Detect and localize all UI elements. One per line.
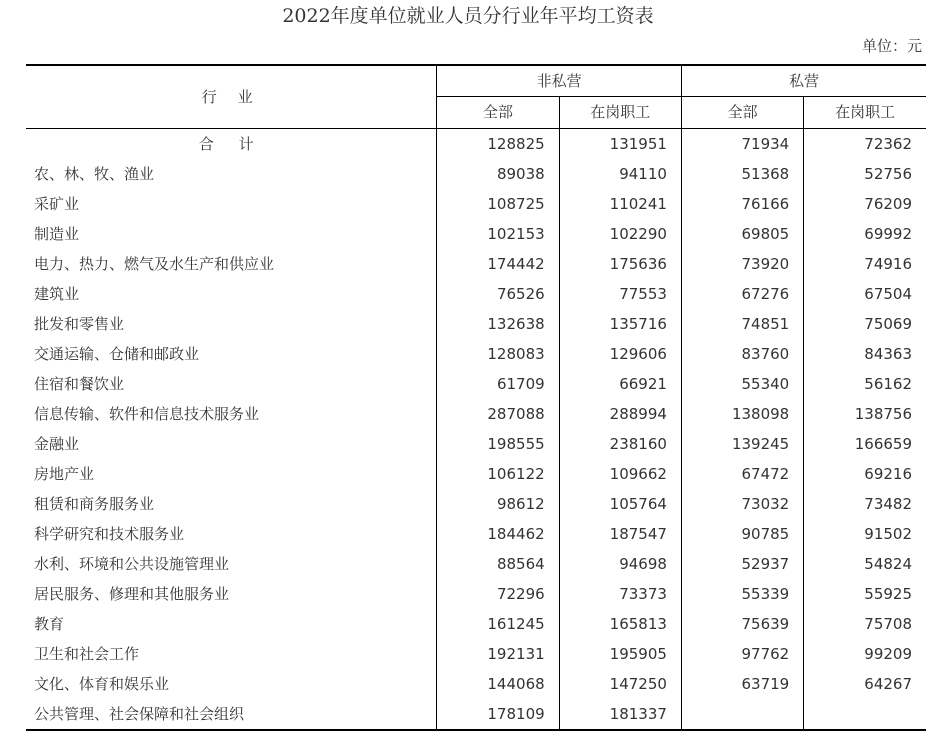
industry-name-cell: 卫生和社会工作 [34, 645, 140, 663]
private-all-cell: 139245 [681, 429, 803, 459]
private-group-header: 私营 [681, 65, 926, 97]
industry-name-cell: 金融业 [34, 435, 80, 453]
table-row [26, 579, 926, 609]
industry-name-cell: 房地产业 [34, 465, 95, 483]
non-private-on-post-cell: 187547 [559, 519, 681, 549]
table-row [26, 519, 926, 549]
table-row [26, 159, 926, 189]
private-on-post-cell: 73482 [804, 489, 926, 519]
industry-name-cell: 批发和零售业 [34, 315, 125, 333]
non-private-on-post-cell: 105764 [559, 489, 681, 519]
industry-column-header: 行 业 [26, 65, 437, 129]
private-on-post-cell: 54824 [804, 549, 926, 579]
private-on-post-cell: 75708 [804, 609, 926, 639]
private-all-cell: 138098 [681, 399, 803, 429]
private-all-cell: 51368 [681, 159, 803, 189]
private-all-cell: 73920 [681, 249, 803, 279]
private-all-cell: 67472 [681, 459, 803, 489]
table-row [26, 189, 926, 219]
non-private-all-cell: 72296 [437, 579, 559, 609]
private-on-post-cell: 74916 [804, 249, 926, 279]
wage-table [26, 64, 926, 731]
table-header [26, 65, 926, 129]
table-row [26, 309, 926, 339]
non-private-on-post-cell: 73373 [559, 579, 681, 609]
industry-name-cell: 教育 [34, 615, 65, 633]
unit-label: 单位：元 [861, 37, 922, 55]
non-private-on-post-cell: 102290 [559, 219, 681, 249]
non-private-group-header: 非私营 [437, 65, 682, 97]
non-private-all-cell: 108725 [437, 189, 559, 219]
non-private-on-post-cell: 195905 [559, 639, 681, 669]
private-all-cell: 55339 [681, 579, 803, 609]
private-all-header: 全部 [681, 97, 803, 129]
non-private-all-cell: 102153 [437, 219, 559, 249]
non-private-on-post-cell: 66921 [559, 369, 681, 399]
private-all-cell: 73032 [681, 489, 803, 519]
industry-name-cell: 电力、热力、燃气及水生产和供应业 [34, 255, 275, 273]
non-private-all-cell: 76526 [437, 279, 559, 309]
non-private-on-post-cell: 77553 [559, 279, 681, 309]
industry-name-cell: 水利、环境和公共设施管理业 [34, 555, 230, 573]
private-on-post-cell: 72362 [804, 129, 926, 160]
non-private-on-post-cell: 238160 [559, 429, 681, 459]
non-private-on-post-cell: 181337 [559, 699, 681, 730]
private-on-post-cell [804, 699, 926, 730]
non-private-on-post-cell: 94110 [559, 159, 681, 189]
industry-name-cell: 制造业 [34, 225, 80, 243]
non-private-on-post-cell: 94698 [559, 549, 681, 579]
industry-name-cell: 交通运输、仓储和邮政业 [34, 345, 200, 363]
industry-name-cell: 信息传输、软件和信息技术服务业 [34, 405, 260, 423]
non-private-on-post-cell: 288994 [559, 399, 681, 429]
non-private-all-cell: 144068 [437, 669, 559, 699]
total-row [26, 129, 926, 160]
private-all-cell: 67276 [681, 279, 803, 309]
private-all-cell [681, 699, 803, 730]
table-row [26, 399, 926, 429]
private-all-cell: 75639 [681, 609, 803, 639]
table-row [26, 339, 926, 369]
table-row [26, 429, 926, 459]
table-row [26, 639, 926, 669]
private-on-post-cell: 91502 [804, 519, 926, 549]
non-private-on-post-cell: 165813 [559, 609, 681, 639]
table-row [26, 609, 926, 639]
table-body [26, 129, 926, 731]
private-all-cell: 83760 [681, 339, 803, 369]
private-all-cell: 55340 [681, 369, 803, 399]
private-all-cell: 90785 [681, 519, 803, 549]
private-on-post-header: 在岗职工 [804, 97, 926, 129]
non-private-on-post-cell: 131951 [559, 129, 681, 160]
industry-name-cell: 农、林、牧、渔业 [34, 165, 155, 183]
non-private-all-header: 全部 [437, 97, 559, 129]
industry-name-cell: 科学研究和技术服务业 [34, 525, 185, 543]
table-row [26, 369, 926, 399]
non-private-all-cell: 98612 [437, 489, 559, 519]
industry-name-cell: 公共管理、社会保障和社会组织 [26, 699, 437, 730]
table-row [26, 249, 926, 279]
table-row [26, 219, 926, 249]
private-all-cell: 97762 [681, 639, 803, 669]
industry-name-cell: 建筑业 [34, 285, 80, 303]
non-private-on-post-cell: 147250 [559, 669, 681, 699]
private-all-cell: 52937 [681, 549, 803, 579]
table-row [26, 459, 926, 489]
private-all-cell: 63719 [681, 669, 803, 699]
non-private-all-cell: 198555 [437, 429, 559, 459]
private-all-cell: 69805 [681, 219, 803, 249]
industry-name-cell: 住宿和餐饮业 [34, 375, 125, 393]
private-on-post-cell: 76209 [804, 189, 926, 219]
non-private-all-cell: 106122 [437, 459, 559, 489]
private-on-post-cell: 56162 [804, 369, 926, 399]
private-on-post-cell: 55925 [804, 579, 926, 609]
private-on-post-cell: 64267 [804, 669, 926, 699]
private-on-post-cell: 75069 [804, 309, 926, 339]
non-private-on-post-cell: 135716 [559, 309, 681, 339]
table-row [26, 489, 926, 519]
non-private-all-cell: 161245 [437, 609, 559, 639]
non-private-all-cell: 184462 [437, 519, 559, 549]
table-row [26, 699, 926, 730]
non-private-all-cell: 89038 [437, 159, 559, 189]
private-on-post-cell: 84363 [804, 339, 926, 369]
table-row [26, 669, 926, 699]
private-all-cell: 76166 [681, 189, 803, 219]
private-on-post-cell: 166659 [804, 429, 926, 459]
non-private-on-post-cell: 129606 [559, 339, 681, 369]
non-private-all-cell: 132638 [437, 309, 559, 339]
non-private-all-cell: 178109 [437, 699, 559, 730]
private-on-post-cell: 69992 [804, 219, 926, 249]
non-private-all-cell: 128083 [437, 339, 559, 369]
industry-name-cell: 合 计 [198, 135, 264, 153]
private-all-cell: 74851 [681, 309, 803, 339]
non-private-all-cell: 128825 [437, 129, 559, 160]
table-row [26, 279, 926, 309]
industry-name-cell: 租赁和商务服务业 [34, 495, 155, 513]
private-on-post-cell: 99209 [804, 639, 926, 669]
non-private-on-post-cell: 109662 [559, 459, 681, 489]
non-private-on-post-cell: 175636 [559, 249, 681, 279]
non-private-all-cell: 287088 [437, 399, 559, 429]
table-row [26, 549, 926, 579]
private-on-post-cell: 138756 [804, 399, 926, 429]
private-on-post-cell: 69216 [804, 459, 926, 489]
non-private-on-post-header: 在岗职工 [559, 97, 681, 129]
non-private-all-cell: 61709 [437, 369, 559, 399]
page-title: 2022年度单位就业人员分行业年平均工资表 [282, 5, 654, 27]
non-private-all-cell: 174442 [437, 249, 559, 279]
non-private-all-cell: 88564 [437, 549, 559, 579]
private-all-cell: 71934 [681, 129, 803, 160]
private-on-post-cell: 67504 [804, 279, 926, 309]
private-on-post-cell: 52756 [804, 159, 926, 189]
industry-name-cell: 文化、体育和娱乐业 [34, 675, 170, 693]
non-private-all-cell: 192131 [437, 639, 559, 669]
industry-name-cell: 居民服务、修理和其他服务业 [34, 585, 230, 603]
non-private-on-post-cell: 110241 [559, 189, 681, 219]
industry-name-cell: 采矿业 [34, 195, 80, 213]
